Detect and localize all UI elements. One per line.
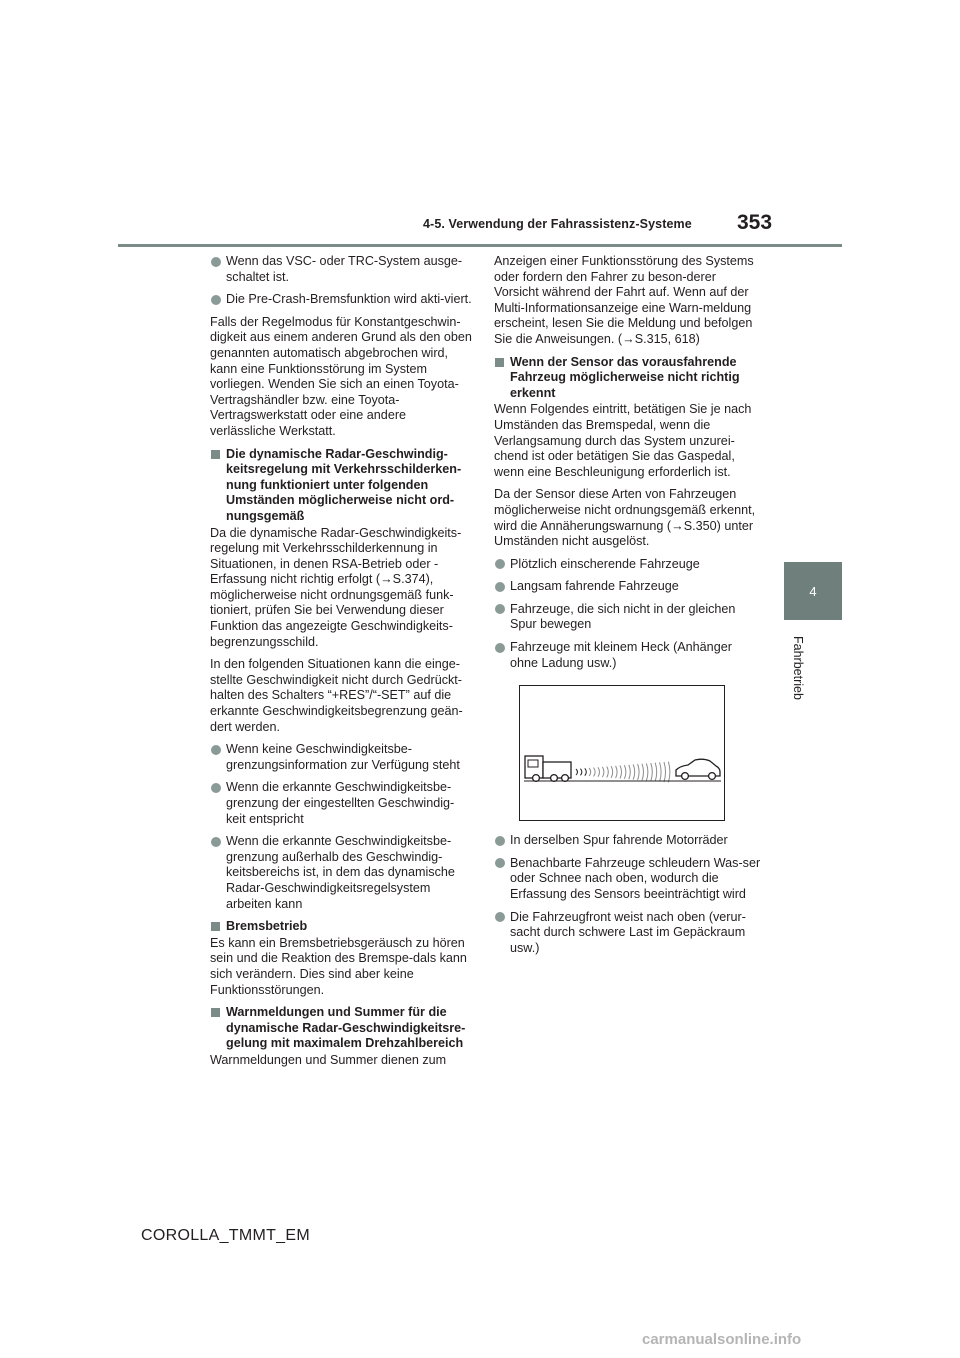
figure-truck-car-illustration — [519, 685, 725, 821]
text: Wenn die erkannte Geschwindigkeitsbe-grenzung der eingestellten Geschwindig-keit entspricht — [226, 780, 455, 826]
bullet-dot-icon — [495, 912, 505, 922]
text: Fahrzeuge mit kleinem Heck (Anhänger ohne Ladung usw.) — [510, 640, 732, 670]
text: Warnmeldungen und Summer für die dynamische Radar-Geschwindigkeitsre-gelung mit maximalem Drehzahlbereich — [226, 1005, 466, 1051]
paragraph — [210, 315, 472, 440]
header-rule — [118, 244, 842, 247]
text: Da der Sensor diese Arten von Fahrzeugen möglicherweise nicht ordnungsgemäß erkennt, wird die Annäherungswarnung (→S.350) unter Umständen nicht ausgelöst. — [494, 487, 756, 549]
text: Es kann ein Bremsbetriebsgeräusch zu hören sein und die Reaktion des Bremspe-dals kann sich verändern. Dies sind aber keine Funktionsstörungen. — [210, 935, 467, 997]
text: In den folgenden Situationen kann die einge-stellte Geschwindigkeit nicht durch Gedrückt-halten des Schalters “+RES”/“-SET” auf die erkannte Geschwindigkeitsbegrenzung geän-dert werden. — [210, 657, 463, 734]
chapter-number: 4 — [809, 583, 817, 599]
bullet-dot-icon — [495, 582, 505, 592]
bullet-dot-icon — [211, 295, 221, 305]
bullet-dot-icon — [495, 559, 505, 569]
text: Die dynamische Radar-Geschwindig-keitsregelung mit Verkehrsschilderken-nung funktioniert unter folgenden Umständen möglicherweise nicht ord-nungsgemäß — [226, 446, 462, 523]
section-title: 4-5. Verwendung der Fahrassistenz-Systeme — [423, 217, 692, 231]
truck-icon — [525, 756, 571, 781]
bullet-dot-icon — [495, 836, 505, 846]
chapter-tab[interactable] — [784, 562, 842, 620]
bullet-item — [494, 602, 762, 633]
bullet-dot-icon — [211, 783, 221, 793]
text: Wenn der Sensor das vorausfahrende Fahrzeug möglicherweise nicht richtig erkennt — [510, 354, 740, 400]
text: Wenn keine Geschwindigkeitsbe-grenzungsinformation zur Verfügung steht — [226, 742, 460, 772]
paragraph — [210, 657, 472, 735]
text: Wenn Folgendes eintritt, betätigen Sie je nach Umständen das Bremspedal, wenn die Verlangsamung durch das System unzurei-chend ist oder betätigen Sie das Gaspedal, wenn eine Beschleunigung erforderlich ist. — [494, 402, 752, 479]
bullet-dot-icon — [495, 604, 505, 614]
subsection-heading — [210, 919, 472, 935]
text: Plötzlich einscherende Fahrzeuge — [510, 556, 700, 571]
chapter-label: Fahrbetrieb — [791, 636, 805, 700]
bullet-dot-icon — [211, 745, 221, 755]
bullet-item — [210, 292, 472, 308]
car-icon — [676, 759, 720, 779]
text: Wenn die erkannte Geschwindigkeitsbe-grenzung außerhalb des Geschwindig-keitsbereichs ist, in dem das dynamische Radar-Geschwindigkeitsregelsystem arbeiten kann — [226, 834, 455, 911]
text: Langsam fahrende Fahrzeuge — [510, 579, 679, 594]
text: Warnmeldungen und Summer dienen zum — [210, 1052, 447, 1067]
document-code: COROLLA_TMMT_EM — [141, 1227, 310, 1244]
page-number: 353 — [737, 211, 773, 234]
bullet-item — [494, 856, 762, 903]
bullet-item — [494, 910, 762, 957]
paragraph — [210, 1053, 472, 1069]
bullet-item — [494, 640, 762, 671]
paragraph — [210, 526, 472, 651]
bullet-dot-icon — [211, 257, 221, 267]
paragraph — [494, 487, 762, 549]
bullet-item — [210, 742, 472, 773]
text: Benachbarte Fahrzeuge schleudern Was-ser oder Schnee nach oben, wodurch die Erfassung des Sensors beeinträchtigt wird — [510, 855, 761, 902]
bullet-item — [210, 780, 472, 827]
text: Falls der Regelmodus für Konstantgeschwin-digkeit aus einem anderen Grund als den oben genannten automatisch abgebrochen wird, kann eine Funktionsstörung im System vorliegen. Wenden Sie sich an einen Toyota-Vertragshändler bzw. eine Toyota-Vertragswerkstatt oder eine andere verlässliche Werkstatt. — [210, 314, 472, 438]
text: In derselben Spur fahrende Motorräder — [510, 833, 728, 848]
text: Da die dynamische Radar-Geschwindigkeits-regelung mit Verkehrsschilderkennung in Situationen, in denen RSA-Betrieb oder -Erfassung nicht richtig erfolgt (→S.374), möglicherweise nicht ordnungsgemäß funk-tioniert, prüfen Sie bei Verwendung dieser Funktion das angezeigte Geschwindigkeits-begrenzungsschild. — [210, 525, 462, 649]
heading-square-icon — [211, 450, 220, 459]
bullet-item — [494, 557, 762, 573]
text: Die Fahrzeugfront weist nach oben (verur-sacht durch schwere Last im Gepäckraum usw.) — [510, 909, 746, 955]
bullet-item — [210, 254, 472, 285]
text: Wenn das VSC- oder TRC-System ausge-schaltet ist. — [226, 254, 463, 284]
subsection-heading — [210, 1005, 472, 1052]
right-column — [494, 254, 762, 963]
left-column — [210, 254, 472, 1076]
paragraph — [210, 936, 472, 998]
text: Fahrzeuge, die sich nicht in der gleichen Spur bewegen — [510, 601, 736, 632]
text: Die Pre-Crash-Bremsfunktion wird akti-viert. — [226, 292, 472, 307]
bullet-dot-icon — [211, 837, 221, 847]
paragraph — [494, 402, 762, 480]
heading-square-icon — [495, 358, 504, 367]
watermark: carmanualsonline.info — [642, 1331, 802, 1348]
heading-square-icon — [211, 1008, 220, 1017]
bullet-item — [210, 834, 472, 912]
bullet-item — [494, 833, 762, 849]
bullet-item — [494, 579, 762, 595]
subsection-heading — [210, 447, 472, 525]
bullet-dot-icon — [495, 858, 505, 868]
bullet-dot-icon — [495, 643, 505, 653]
radar-wave-icon — [576, 762, 670, 783]
paragraph — [494, 254, 762, 348]
text: Bremsbetrieb — [226, 919, 308, 934]
text: Anzeigen einer Funktionsstörung des Systems oder fordern den Fahrer zu beson-derer Vorsicht während der Fahrt auf. Wenn auf der Multi-Informationsanzeige eine Warn-meldung erscheint, lesen Sie die Meldung und befolgen Sie die Anweisungen. (→S.315, 618) — [494, 254, 754, 346]
subsection-heading — [494, 355, 762, 402]
heading-square-icon — [211, 922, 220, 931]
